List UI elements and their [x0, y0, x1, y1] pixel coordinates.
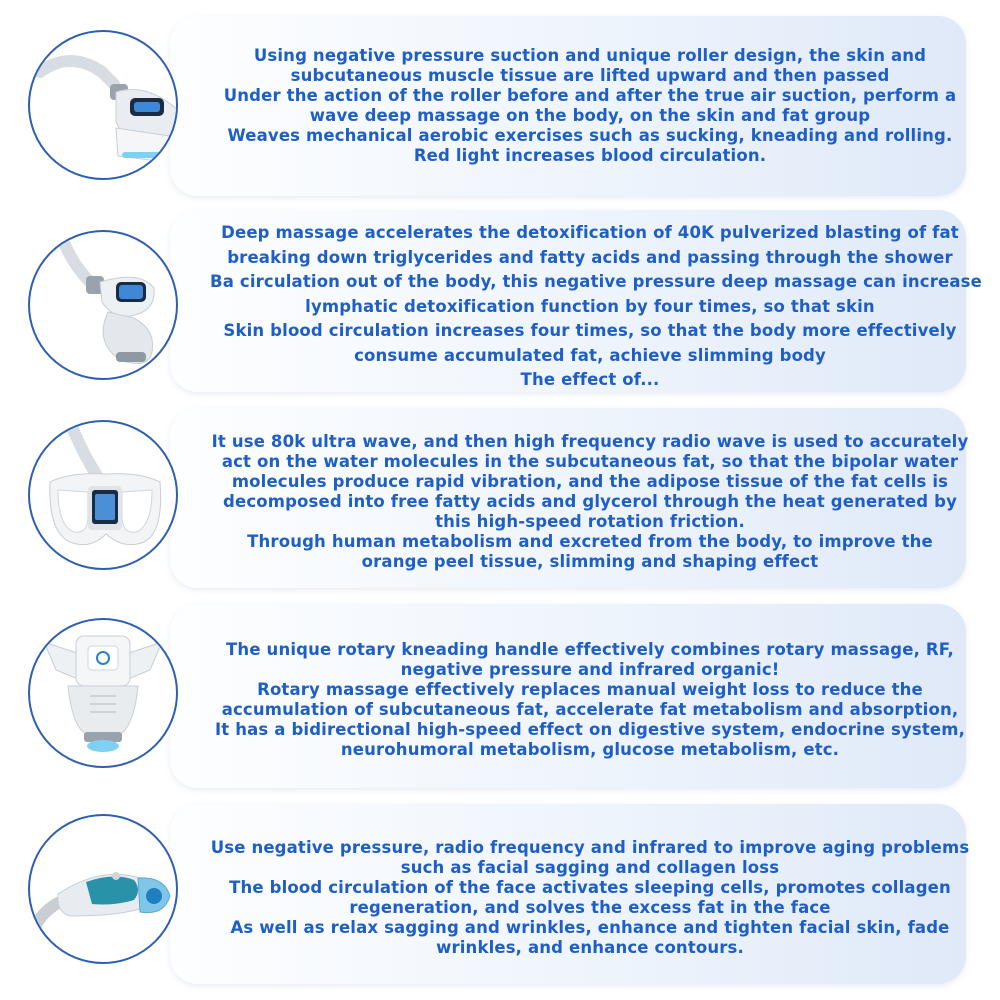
- text-line: accumulation of subcutaneous fat, accelerate fat metabolism and absorption,: [221, 700, 959, 719]
- text-line: The blood circulation of the face activates sleeping cells, promotes collagen: [229, 878, 951, 897]
- text-line: act on the water molecules in the subcutaneous fat, so that the bipolar water: [221, 452, 959, 471]
- text-line: Deep massage accelerates the detoxification of 40K pulverized blasting of fat: [221, 223, 959, 242]
- roller-handpiece-icon: [28, 30, 178, 180]
- text-line: The effect of...: [520, 370, 660, 389]
- text-line: As well as relax sagging and wrinkles, enhance and tighten facial skin, fade: [230, 918, 950, 937]
- feature-description: [210, 838, 970, 958]
- text-line: regeneration, and solves the excess fat in the face: [349, 898, 831, 917]
- text-line: breaking down triglycerides and fatty acids and passing through the shower: [227, 247, 953, 267]
- rotary-kneading-handle-icon: [28, 618, 178, 768]
- text-line: subcutaneous muscle tissue are lifted upward and then passed: [290, 66, 890, 85]
- text-line: Under the action of the roller before and after the true air suction, perform a: [223, 86, 957, 105]
- text-line: wave deep massage on the body, on the skin and fat group: [309, 106, 871, 125]
- feature-description: [210, 432, 970, 572]
- feature-description: [210, 640, 970, 760]
- text-line: decomposed into free fatty acids and glycerol through the heat generated by: [223, 492, 957, 511]
- text-line: such as facial sagging and collagen loss: [400, 858, 780, 877]
- text-line: Rotary massage effectively replaces manual weight loss to reduce the: [257, 680, 923, 699]
- text-line: negative pressure and infrared organic!: [400, 660, 780, 679]
- text-line: Use negative pressure, radio frequency and infrared to improve aging problems: [210, 838, 970, 857]
- text-line: It use 80k ultra wave, and then high frequency radio wave is used to accurately: [211, 432, 969, 451]
- text-line: orange peel tissue, slimming and shaping effect: [361, 552, 819, 571]
- text-line: Weaves mechanical aerobic exercises such as sucking, kneading and rolling.: [227, 126, 953, 145]
- massage-handpiece-icon: [28, 230, 178, 380]
- text-line: neurohumoral metabolism, glucose metabolism, etc.: [340, 740, 840, 759]
- text-line: this high-speed rotation friction.: [435, 512, 745, 531]
- text-line: Skin blood circulation increases four times, so that the body more effectively: [223, 321, 957, 340]
- facial-handpiece-icon: [28, 814, 178, 964]
- feature-description: [210, 46, 970, 166]
- text-line: consume accumulated fat, achieve slimming body: [354, 345, 826, 365]
- text-line: The unique rotary kneading handle effectively combines rotary massage, RF,: [226, 640, 954, 659]
- text-line: Using negative pressure suction and unique roller design, the skin and: [253, 46, 927, 65]
- text-line: Ba circulation out of the body, this negative pressure deep massage can increase: [210, 272, 982, 291]
- text-line: Through human metabolism and excreted from the body, to improve the: [247, 532, 933, 551]
- text-line: Red light increases blood circulation.: [413, 146, 767, 165]
- rf-handle-icon: [28, 420, 178, 570]
- text-line: It has a bidirectional high-speed effect on digestive system, endocrine system,: [215, 720, 965, 739]
- feature-description: [210, 221, 982, 393]
- text-line: lymphatic detoxification function by four times, so that skin: [305, 296, 875, 316]
- text-line: molecules produce rapid vibration, and the adipose tissue of the fat cells is: [231, 472, 949, 491]
- text-line: wrinkles, and enhance contours.: [436, 938, 744, 957]
